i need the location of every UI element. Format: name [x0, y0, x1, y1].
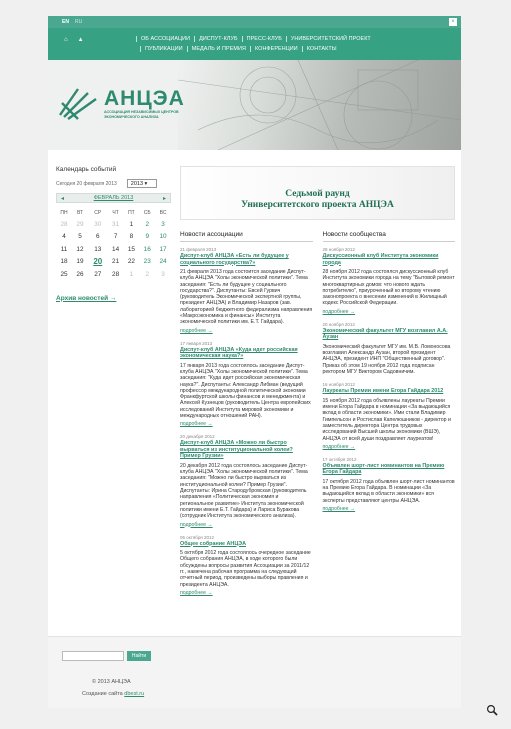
- calendar-today-label: Сегодня 20 февраля 2013: [56, 180, 117, 187]
- calendar-day[interactable]: 9: [145, 233, 149, 241]
- news-date: 16 ноября 2012: [322, 382, 355, 388]
- news-more-link[interactable]: подробнее →: [180, 327, 213, 334]
- calendar-day[interactable]: 2: [145, 220, 149, 228]
- promo-banner[interactable]: [180, 166, 455, 220]
- nav-item-university-project[interactable]: УНИВЕРСИТЕТСКИЙ ПРОЕКТ: [286, 36, 375, 42]
- weekday: ПН: [60, 209, 68, 216]
- news-item: [323, 247, 456, 315]
- copyright: © 2013 АНЦЭА: [92, 679, 131, 685]
- news-title-link[interactable]: Объявлен шорт-лист номинантов на Премию Егора Гайдара: [322, 462, 445, 476]
- logo-subtitle: АССОЦИАЦИЯ НЕЗАВИСИМЫХ ЦЕНТРОВ ЭКОНОМИЧЕСКОГО АНАЛИЗА: [104, 110, 179, 119]
- nav-item-medal-prize[interactable]: МЕДАЛЬ И ПРЕМИЯ: [187, 46, 250, 52]
- weekday: ПТ: [128, 209, 135, 216]
- news-item: [180, 535, 313, 596]
- calendar-month-label[interactable]: ФЕВРАЛЬ 2013: [93, 195, 134, 201]
- news-archive-link[interactable]: Архив новостей →: [56, 294, 117, 302]
- banner-line-1: Седьмой раунд: [285, 189, 350, 199]
- news-more-link[interactable]: подробнее →: [180, 521, 213, 528]
- news-item: [180, 341, 313, 428]
- banner-line-2: Университетского проекта АНЦЭА: [241, 200, 394, 210]
- calendar-day[interactable]: 18: [60, 258, 68, 266]
- news-item: [323, 322, 456, 375]
- calendar-day[interactable]: 3: [161, 220, 165, 228]
- calendar-day-today[interactable]: 20: [93, 257, 103, 267]
- calendar-day[interactable]: 3: [161, 270, 165, 278]
- made-by-label: Создание сайта: [82, 691, 123, 697]
- calendar-day[interactable]: 12: [76, 245, 84, 253]
- calendar-day[interactable]: 1: [129, 220, 134, 228]
- community-news: [323, 231, 456, 603]
- news-date: 20 ноября 2012: [322, 321, 355, 327]
- calendar-day[interactable]: 28: [112, 270, 120, 278]
- news-title-link[interactable]: Диспут-клуб АНЦЭА «Есть ли будущее у социального государства?»: [180, 253, 289, 266]
- sitemap-icon[interactable]: ▲: [77, 37, 84, 43]
- association-news: [180, 231, 313, 603]
- news-body: 20 декабря 2012 года состоялось заседание Диспут-клуба АНЦЭА "Холы экономической политики". Тема заседания: "Можно ли быстро вырваться из институциональной колеи? Пример Грузии". Диспутанты: Ирина Стародубровская (руководитель направления «Политическая экономия и региональное развитие» Института экономической политики имени Е.Т. Гайдара) и Лариса Буракова (сотрудник Института экономического анализа).: [180, 462, 308, 520]
- news-title-link[interactable]: Лауреаты Премии имени Егора Гайдара 2012: [322, 388, 444, 395]
- search-input[interactable]: [62, 651, 124, 661]
- news-title-link[interactable]: Экономический факультет МГУ возглавил А.А. Аузан: [322, 327, 448, 341]
- calendar-month-nav: [56, 193, 171, 203]
- calendar-day[interactable]: 19: [76, 258, 84, 266]
- close-icon[interactable]: ×: [449, 18, 457, 26]
- weekday: ЧТ: [112, 209, 119, 216]
- calendar-day[interactable]: 2: [145, 270, 149, 278]
- news-more-link[interactable]: подробнее →: [180, 421, 213, 428]
- logo-text[interactable]: АНЦЭА: [104, 87, 185, 110]
- calendar-day[interactable]: 7: [113, 233, 118, 241]
- news-date: 21 февраля 2013: [180, 247, 217, 252]
- calendar-day[interactable]: 8: [129, 233, 134, 241]
- calendar-day[interactable]: 4: [62, 233, 66, 241]
- calendar-day[interactable]: 11: [60, 245, 68, 253]
- news-date: 20 декабря 2012: [180, 434, 215, 440]
- news-body: 15 ноября 2012 года объявлены лауреаты Премии имени Егора Гайдара в номинации «За выдающийся вклад в области экономики». Ими стали Владимир Гимпельсон и Ростислав Капелюшников - директор и заместитель директора Центра трудовых исследований Высшей школы экономики (ВШЭ), АНЦЭА от всей души поздравляет лауреатов!: [322, 397, 451, 442]
- search-form: [62, 651, 151, 661]
- calendar-day[interactable]: 30: [94, 220, 102, 228]
- calendar-day[interactable]: 29: [76, 220, 84, 228]
- left-column: [56, 166, 171, 302]
- calendar-today-row: [56, 179, 171, 188]
- news-body: Экономический факультет МГУ им. М.В. Ломоносова возглавил Александр Аузан, второй президент АНЦЭА, президент ИНП "Общественный договор". Приказ об этом 19 ноября 2012 года подписан ректором МГУ Виктором Садовничим.: [322, 343, 451, 375]
- search-button[interactable]: Найти: [127, 651, 151, 661]
- news-item: [323, 457, 456, 512]
- news-date: 28 ноября 2012: [322, 247, 355, 252]
- calendar-day[interactable]: 5: [78, 233, 82, 241]
- calendar-day[interactable]: 25: [60, 270, 68, 278]
- news-item: [180, 434, 313, 527]
- year-select[interactable]: 2013 ▾: [127, 179, 157, 188]
- calendar-grid: [56, 207, 171, 281]
- nav-item-dispute-club[interactable]: ДИСПУТ-КЛУБ: [194, 36, 242, 42]
- calendar-day[interactable]: 1: [129, 270, 134, 278]
- news-more-link[interactable]: подробнее →: [180, 589, 213, 596]
- calendar-day[interactable]: 13: [94, 245, 102, 253]
- nav-item-about[interactable]: ОБ АССОЦИАЦИИ: [136, 36, 194, 42]
- news-title-link[interactable]: Диспут-клуб АНЦЭА «Можно ли быстро вырваться из институциональной колеи? Пример Грузии»: [180, 440, 293, 460]
- calendar-day[interactable]: 21: [112, 258, 120, 266]
- calendar-day[interactable]: 17: [159, 245, 167, 253]
- weekday: ВТ: [76, 209, 83, 216]
- calendar-day[interactable]: 27: [94, 270, 102, 278]
- news-body: 17 октября 2012 года объявлен шорт-лист номинантов на Премию Егора Гайдара. В номинации «За выдающийся вклад в области экономики» вся эксперты представляют центры АНЦЭА.: [322, 478, 455, 504]
- calendar-day[interactable]: 23: [143, 258, 151, 266]
- nav-item-conferences[interactable]: КОНФЕРЕНЦИИ: [250, 46, 302, 52]
- prev-month-icon[interactable]: ◂: [61, 195, 65, 202]
- news-item: [323, 382, 456, 450]
- news-more-link[interactable]: подробнее →: [322, 443, 356, 450]
- calendar-day[interactable]: 24: [159, 258, 167, 266]
- lang-en-link[interactable]: EN: [62, 19, 69, 25]
- news-title-link[interactable]: Дискуссионный клуб Института экономики города: [322, 253, 439, 266]
- calendar-day[interactable]: 15: [127, 245, 135, 253]
- news-date: 17 января 2013: [180, 340, 213, 346]
- nav-item-publications[interactable]: ПУБЛИКАЦИИ: [140, 46, 187, 52]
- calendar-day[interactable]: 10: [159, 233, 167, 241]
- association-news-header: Новости ассоциации: [180, 231, 313, 242]
- weekday: СР: [94, 209, 102, 216]
- home-icon[interactable]: ⌂: [64, 37, 68, 43]
- news-item: [180, 247, 313, 334]
- weekday: ВС: [159, 209, 167, 216]
- news-more-link[interactable]: подробнее →: [322, 308, 356, 315]
- news-body: 21 февраля 2013 года состоится заседание Диспут-клуба АНЦЭА "Холы экономической политики". Тема заседания: "Есть ли будущее у социального государства?". Диспутанты: Евсей Гурвич (руководитель Экономической экспертной группы, президент АНЦЭА) и Владимир Назаров (зав. лабораторией бюджетного федерализма направления «Макроэкономика и финансы» Института экономической политики им. Е.Т. Гайдара).: [180, 269, 313, 326]
- calendar-day[interactable]: 14: [112, 245, 120, 253]
- news-more-link[interactable]: подробнее →: [322, 506, 356, 513]
- calendar-title: Календарь событий: [56, 166, 117, 173]
- main-nav: [48, 28, 461, 60]
- logo-icon[interactable]: [58, 85, 100, 121]
- calendar-day[interactable]: 31: [112, 220, 120, 228]
- community-news-header: Новости сообщества: [323, 231, 456, 242]
- calendar-day[interactable]: 16: [143, 245, 151, 253]
- main-column: [180, 166, 455, 603]
- site-footer: [48, 636, 461, 708]
- site-header: [48, 60, 461, 150]
- calendar-day[interactable]: 26: [76, 270, 84, 278]
- news-title-link[interactable]: Диспут-клуб АНЦЭА «Куда идет российская экономическая наука?»: [180, 346, 298, 360]
- weekday: СБ: [143, 209, 151, 216]
- calendar-day[interactable]: 28: [60, 220, 68, 228]
- nav-row-2: [140, 46, 341, 52]
- news-date: 05 октября 2012: [180, 534, 215, 540]
- page: [48, 16, 461, 708]
- made-by-link[interactable]: dbest.ru: [124, 691, 145, 697]
- lang-ru-link[interactable]: RU: [74, 19, 83, 25]
- news-title-link[interactable]: Общее собрание АНЦЭА: [180, 540, 246, 547]
- zoom-icon[interactable]: [486, 704, 498, 716]
- nav-item-contacts[interactable]: КОНТАКТЫ: [302, 46, 341, 52]
- calendar-day[interactable]: 6: [96, 233, 100, 241]
- news-date: 17 октября 2012: [322, 456, 357, 462]
- nav-row-1: [136, 36, 375, 42]
- made-by: [82, 691, 144, 697]
- next-month-icon[interactable]: ▸: [162, 195, 166, 202]
- news-body: 28 ноября 2012 года состоялся дискуссионный клуб Института экономики города на тему "Бытовой ремонт многоквартирных домов: что нового ждать потребителю", приуроченный ко второму чтению законопроекта о внесении изменений в Жилищный кодекс Российской Федерации.: [322, 269, 455, 307]
- header-artwork: [178, 60, 461, 150]
- news-body: 5 октября 2012 года состоялось очередное заседание Общего собрания АНЦЭА, в ходе которого были обсуждены вопросы развития Ассоциации за 2011/12 гг., намечена рабочая программа на следующий отчетный период, произведены выборы правления и президента АНЦЭА.: [180, 550, 311, 588]
- nav-item-press-club[interactable]: ПРЕСС-КЛУБ: [242, 36, 286, 42]
- top-bar: [48, 16, 461, 28]
- calendar-day[interactable]: 22: [127, 258, 135, 266]
- news-body: 17 января 2013 года состоялось заседание Диспут-клуба АНЦЭА "Холы экономической политики". Тема заседания: "Куда идет российская экономическая наука?". Диспутанты: Александр Либман (ведущий профессор международной политической экономии Франкфуртской школы финансов и менеджмента) и Алексей Кузнецов (руководитель Центра европейских исследований Института мировой экономики и международных отношений РАН).: [180, 362, 311, 420]
